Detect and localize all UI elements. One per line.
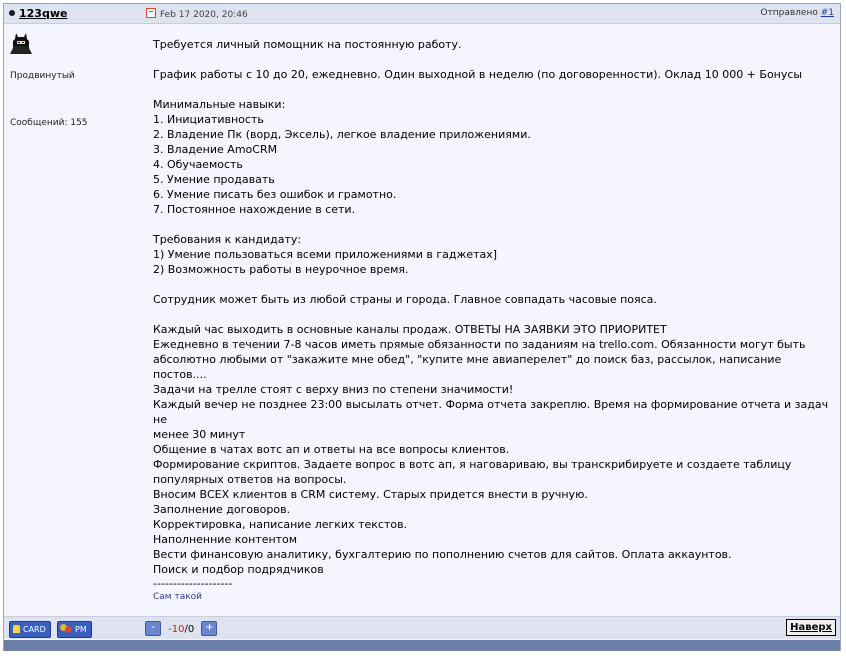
rep-positive-value: 0 (187, 623, 195, 635)
post-line: 5. Умение продавать (153, 173, 275, 186)
post-line: 6. Умение писать без ошибок и грамотно. (153, 188, 397, 201)
post-line: Вести финансовую аналитику, бухгалтерию по пополнению счетов для сайтов. Оплата аккаунтов. (153, 548, 732, 561)
post-line (153, 52, 833, 67)
post-line: Сотрудник может быть из любой страны и города. Главное совпадать часовые пояса. (153, 293, 657, 306)
post-line: Корректировка, написание легких текстов. (153, 518, 408, 531)
post-line: Формирование скриптов. Задаете вопрос в вотс ап, я наговариваю, вы транскрибируете и создаете таблицу (153, 458, 792, 471)
post-line (153, 277, 833, 292)
user-card-icon (13, 625, 20, 633)
private-message-icon (60, 624, 72, 633)
post-date-text: Feb 17 2020, 20:46 (160, 10, 248, 20)
post-line: менее 30 минут (153, 428, 246, 441)
post-line: Требования к кандидату: (153, 233, 302, 246)
card-button[interactable] (9, 621, 51, 638)
user-rank: Продвинутый (10, 71, 75, 81)
sent-label: Отправлено (760, 8, 818, 18)
username-text[interactable]: 123qwe (19, 7, 68, 20)
rep-negative-value: -10 (168, 623, 185, 635)
post-line (153, 82, 833, 97)
post-container (3, 3, 841, 651)
reputation (145, 621, 217, 637)
username-link[interactable] (9, 7, 67, 20)
post-line: Заполнение договоров. (153, 503, 291, 516)
online-status-icon (9, 10, 15, 16)
pm-button[interactable] (57, 621, 92, 638)
rep-decrease-button[interactable]: - (145, 621, 161, 636)
post-line: Минимальные навыки: (153, 98, 286, 111)
avatar (10, 30, 32, 54)
post-line: Каждый час выходить в основные каналы продаж. ОТВЕТЫ НА ЗАЯВКИ ЭТО ПРИОРИТЕТ (153, 323, 667, 336)
post-line: 2. Владение Пк (ворд, Эксель), легкое владение приложениями. (153, 128, 531, 141)
post-line: 7. Постоянное нахождение в сети. (153, 203, 356, 216)
post-line: 1) Умение пользоваться всеми приложениями в гаджетах] (153, 248, 498, 261)
post-line: абсолютно любыми от "закажите мне обед", "купите мне авиаперелет" до поиск баз, рассылок, написание постов.... (153, 353, 785, 381)
signature-separator: -------------------- (153, 577, 233, 590)
post-header (4, 4, 840, 24)
post-line: Наполненние контентом (153, 533, 298, 546)
post-line: Требуется личный помощник на постоянную работу. (153, 38, 462, 51)
post-line (153, 217, 833, 232)
post-line: Задачи на трелле стоят с верху вниз по степени значимости! (153, 383, 514, 396)
post-line: 1. Инициативность (153, 113, 264, 126)
post-line: Общение в чатах вотс ап и ответы на все вопросы клиентов. (153, 443, 510, 456)
post-line: 3. Владение AmoCRM (153, 143, 278, 156)
post-body (153, 37, 833, 577)
signature-text: Сам такой (153, 592, 202, 602)
rep-increase-button[interactable]: + (201, 621, 217, 636)
back-to-top-link[interactable]: Наверх (786, 619, 836, 636)
post-line: 2) Возможность работы в неурочное время. (153, 263, 409, 276)
post-footer (4, 616, 840, 639)
post-line: 4. Обучаемость (153, 158, 243, 171)
post-line: Ежедневно в течении 7-8 часов иметь прямые обязанности по заданиям на trello.com. Обязанности могут быть (153, 338, 806, 351)
post-line: Поиск и подбор подрядчиков (153, 563, 324, 576)
sent-info (760, 8, 834, 18)
card-button-label: CARD (23, 625, 46, 634)
rep-separator: / (184, 623, 188, 635)
user-message-count: Сообщений: 155 (10, 118, 88, 128)
post-line: Каждый вечер не позднее 23:00 высылать отчет. Форма отчета закреплю. Время на формирование отчета и задач не (153, 398, 832, 426)
post-icon (146, 8, 156, 18)
post-line: График работы с 10 до 20, ежедневно. Один выходной в неделю (по договоренности). Оклад 10 000 + Бонусы (153, 68, 803, 81)
post-line (153, 307, 833, 322)
post-number-link[interactable]: #1 (820, 8, 834, 18)
author-sidebar (4, 24, 139, 614)
pm-button-label: PM (75, 625, 87, 634)
post-line: Вносим ВСЕХ клиентов в CRM систему. Старых придется внести в ручную. (153, 488, 588, 501)
post-date (146, 8, 248, 20)
bottom-border-strip (4, 640, 840, 651)
post-line: популярных ответов на вопросы. (153, 473, 347, 486)
